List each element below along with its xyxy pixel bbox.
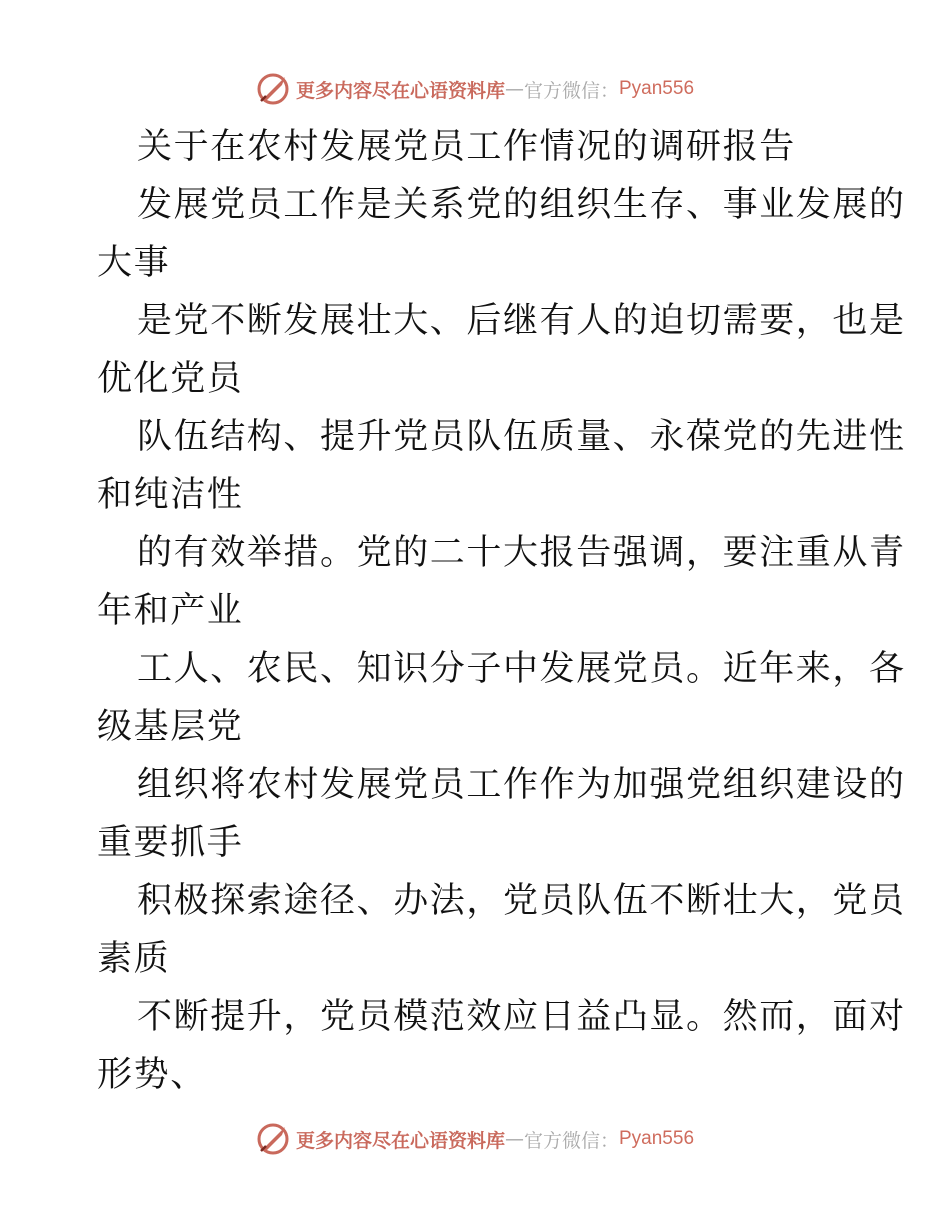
document-title: 关于在农村发展党员工作情况的调研报告 — [137, 127, 796, 167]
document-line: 组织将农村发展党员工作作为加强党组织建设的 — [137, 765, 906, 805]
banner-main-text: 更多内容尽在心语资料库 — [295, 79, 505, 102]
footer-banner — [0, 1122, 950, 1156]
document-line: 工人、农民、知识分子中发展党员。近年来，各 — [137, 649, 906, 689]
banner-main-text: 更多内容尽在心语资料库 — [295, 1129, 505, 1152]
document-line: 大事 — [97, 243, 171, 283]
banner-wechat-id: Pyan556 — [619, 78, 695, 99]
document-line: 年和产业 — [97, 591, 244, 631]
banner-separator: — — [504, 78, 524, 100]
document-line: 发展党员工作是关系党的组织生存、事业发展的 — [137, 185, 906, 225]
document-line: 不断提升，党员模范效应日益凸显。然而，面对 — [137, 997, 906, 1037]
document-line: 和纯洁性 — [97, 475, 244, 515]
banner-wechat-id: Pyan556 — [619, 1128, 695, 1149]
document-line: 级基层党 — [97, 707, 244, 747]
quill-pen-logo-icon — [256, 72, 290, 106]
banner-wechat-label: 官方微信： — [523, 79, 619, 102]
document-line: 素质 — [97, 939, 171, 979]
quill-pen-logo-icon — [256, 1122, 290, 1156]
banner-text — [296, 76, 694, 103]
document-line: 队伍结构、提升党员队伍质量、永葆党的先进性 — [137, 417, 906, 457]
header-banner — [0, 72, 950, 106]
document-line: 的有效举措。党的二十大报告强调，要注重从青 — [137, 533, 906, 573]
document-line: 重要抓手 — [97, 823, 244, 863]
document-line: 形势、 — [97, 1055, 207, 1095]
document-line: 积极探索途径、办法，党员队伍不断壮大，党员 — [137, 881, 906, 921]
banner-separator: — — [504, 1128, 524, 1150]
banner-wechat-label: 官方微信： — [523, 1129, 619, 1152]
banner-text — [296, 1126, 694, 1153]
document-line: 优化党员 — [97, 359, 244, 399]
document-line: 是党不断发展壮大、后继有人的迫切需要，也是 — [137, 301, 906, 341]
